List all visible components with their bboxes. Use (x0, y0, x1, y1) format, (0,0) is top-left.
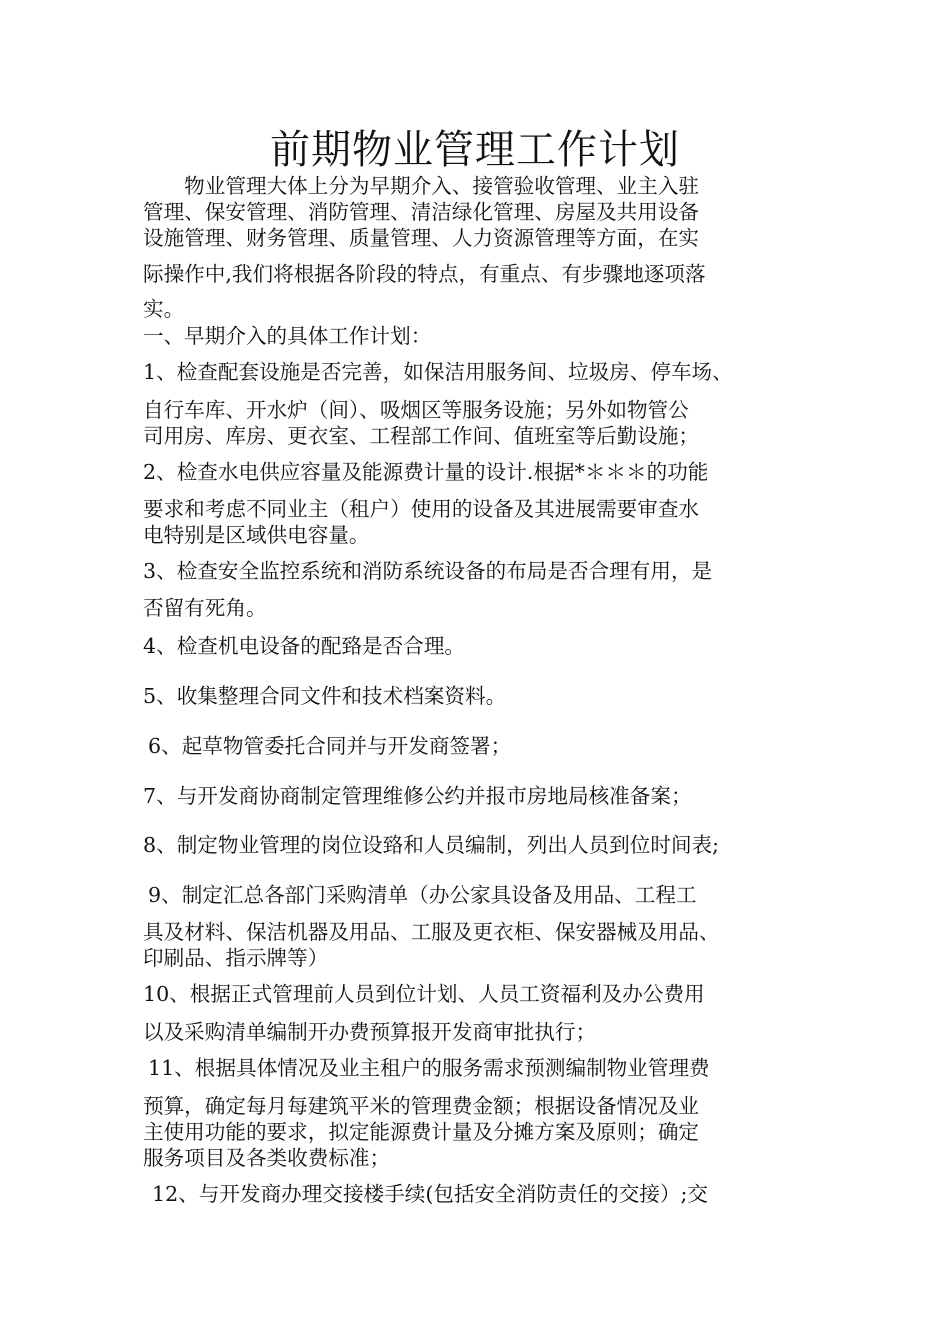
list-item: 4、检查机电设备的配臵是否合理。 (143, 634, 466, 658)
list-item: 2、检查水电供应容量及能源费计量的设计.根据*＊＊＊的功能 (143, 460, 709, 484)
body-line: 设施管理、财务管理、质量管理、人力资源管理等方面，在实 (143, 226, 700, 250)
body-line: 物业管理大体上分为早期介入、接管验收管理、业主入驻 (143, 174, 700, 198)
list-item: 12、与开发商办理交接楼手续(包括安全消防责任的交接）;交 (152, 1182, 709, 1206)
body-line: 电特别是区域供电容量。 (143, 523, 370, 547)
body-line: 管理、保安管理、消防管理、清洁绿化管理、房屋及共用设备 (143, 200, 700, 224)
body-line: 具及材料、保洁机器及用品、工服及更衣柜、保安器械及用品、 (143, 920, 720, 944)
document-title: 前期物业管理工作计划 (270, 127, 680, 173)
body-line: 服务项目及各类收费标准； (143, 1146, 391, 1170)
body-line: 实。 (143, 297, 185, 321)
list-item: 7、与开发商协商制定管理维修公约并报市房地局核准备案； (143, 784, 692, 808)
body-line: 要求和考虑不同业主（租户）使用的设备及其进展需要审查水 (143, 497, 700, 521)
section-heading: 一、早期介入的具体工作计划： (143, 324, 432, 348)
body-line: 司用房、库房、更衣室、工程部工作间、值班室等后勤设施； (143, 424, 700, 448)
list-item: 9、制定汇总各部门采购清单（办公家具设备及用品、工程工 (148, 883, 697, 907)
list-item: 3、检查安全监控系统和消防系统设备的布局是否合理有用，是 (143, 559, 713, 583)
list-item: 6、起草物管委托合同并与开发商签署； (148, 734, 512, 758)
list-item: 8、制定物业管理的岗位设臵和人员编制，列出人员到位时间表; (143, 833, 720, 857)
body-line: 否留有死角。 (143, 596, 267, 620)
body-line: 自行车库、开水炉（间）、吸烟区等服务设施；另外如物管公 (143, 398, 689, 422)
body-line: 以及采购清单编制开办费预算报开发商审批执行； (143, 1020, 597, 1044)
body-line: 际操作中,我们将根据各阶段的特点，有重点、有步骤地逐项落 (143, 262, 706, 286)
list-item: 5、收集整理合同文件和技术档案资料。 (143, 684, 507, 708)
body-line: 预算，确定每月每建筑平米的管理费金额；根据设备情况及业 (143, 1094, 700, 1118)
body-line: 主使用功能的要求，拟定能源费计量及分摊方案及原则；确定 (143, 1120, 700, 1144)
body-line: 印刷品、指示牌等） (143, 946, 329, 970)
list-item: 11、根据具体情况及业主租户的服务需求预测编制物业管理费 (148, 1056, 710, 1080)
list-item: 10、根据正式管理前人员到位计划、人员工资福利及办公费用 (143, 982, 705, 1006)
list-item: 1、检查配套设施是否完善，如保洁用服务间、垃圾房、停车场、 (143, 360, 733, 384)
